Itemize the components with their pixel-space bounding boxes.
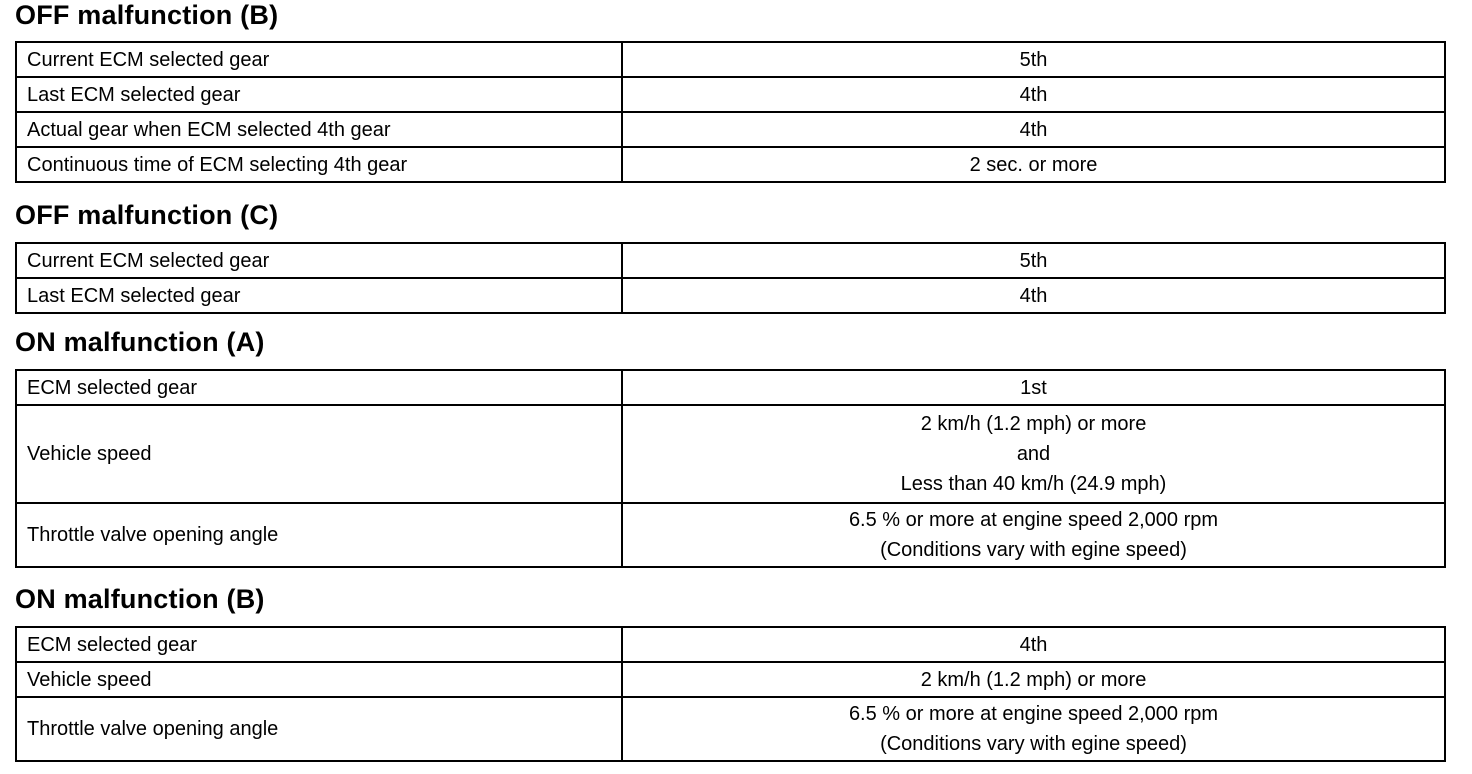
section-title-off-b: OFF malfunction (B)	[15, 0, 279, 30]
condition-value	[622, 662, 1445, 697]
value-line: Less than 40 km/h (24.9 mph)	[900, 473, 1167, 495]
value-line: 4th	[1019, 118, 1048, 141]
value-line: 4th	[1019, 83, 1048, 106]
table-row	[16, 77, 1445, 112]
condition-value	[622, 112, 1445, 147]
condition-value	[622, 278, 1445, 313]
value-line: 6.5 % or more at engine speed 2,000 rpm	[848, 703, 1219, 725]
table-row	[16, 243, 1445, 278]
condition-value	[622, 405, 1445, 503]
table-row	[16, 405, 1445, 503]
value-line: and	[1016, 443, 1051, 465]
condition-value	[622, 697, 1445, 761]
condition-value	[622, 77, 1445, 112]
conditions-table-off-c	[15, 242, 1446, 314]
table-row	[16, 42, 1445, 77]
conditions-table-on-a	[15, 369, 1446, 568]
value-line: 5th	[1019, 48, 1048, 71]
condition-value	[622, 147, 1445, 182]
condition-value	[622, 627, 1445, 662]
table-row	[16, 503, 1445, 567]
condition-item: Continuous time of ECM selecting 4th gear	[16, 147, 622, 182]
condition-value	[622, 370, 1445, 405]
condition-item: Vehicle speed	[16, 405, 622, 503]
value-line: (Conditions vary with egine speed)	[880, 539, 1187, 561]
condition-item: Throttle valve opening angle	[16, 697, 622, 761]
condition-item: Current ECM selected gear	[16, 42, 622, 77]
table-row	[16, 627, 1445, 662]
value-line: (Conditions vary with egine speed)	[880, 733, 1187, 755]
table-row	[16, 147, 1445, 182]
section-title-on-b: ON malfunction (B)	[15, 584, 265, 614]
conditions-table-off-b	[15, 41, 1446, 183]
table-row	[16, 370, 1445, 405]
condition-item: Throttle valve opening angle	[16, 503, 622, 567]
condition-item: Last ECM selected gear	[16, 278, 622, 313]
value-line: 2 sec. or more	[969, 153, 1098, 176]
value-line: 2 km/h (1.2 mph) or more	[920, 668, 1147, 691]
table-row	[16, 697, 1445, 761]
value-line: 4th	[1019, 633, 1048, 656]
condition-item: Vehicle speed	[16, 662, 622, 697]
conditions-table-on-b	[15, 626, 1446, 762]
condition-value	[622, 243, 1445, 278]
value-line: 6.5 % or more at engine speed 2,000 rpm	[848, 509, 1219, 531]
condition-item: ECM selected gear	[16, 370, 622, 405]
value-line: 1st	[1020, 376, 1047, 399]
table-row	[16, 662, 1445, 697]
section-title-off-c: OFF malfunction (C)	[15, 200, 279, 230]
condition-item: Current ECM selected gear	[16, 243, 622, 278]
section-title-on-a: ON malfunction (A)	[15, 327, 265, 357]
value-line: 4th	[1019, 284, 1048, 307]
table-row	[16, 112, 1445, 147]
condition-value	[622, 42, 1445, 77]
condition-item: ECM selected gear	[16, 627, 622, 662]
condition-value	[622, 503, 1445, 567]
condition-item: Last ECM selected gear	[16, 77, 622, 112]
table-row	[16, 278, 1445, 313]
condition-item: Actual gear when ECM selected 4th gear	[16, 112, 622, 147]
value-line: 5th	[1019, 249, 1048, 272]
value-line: 2 km/h (1.2 mph) or more	[920, 413, 1147, 435]
